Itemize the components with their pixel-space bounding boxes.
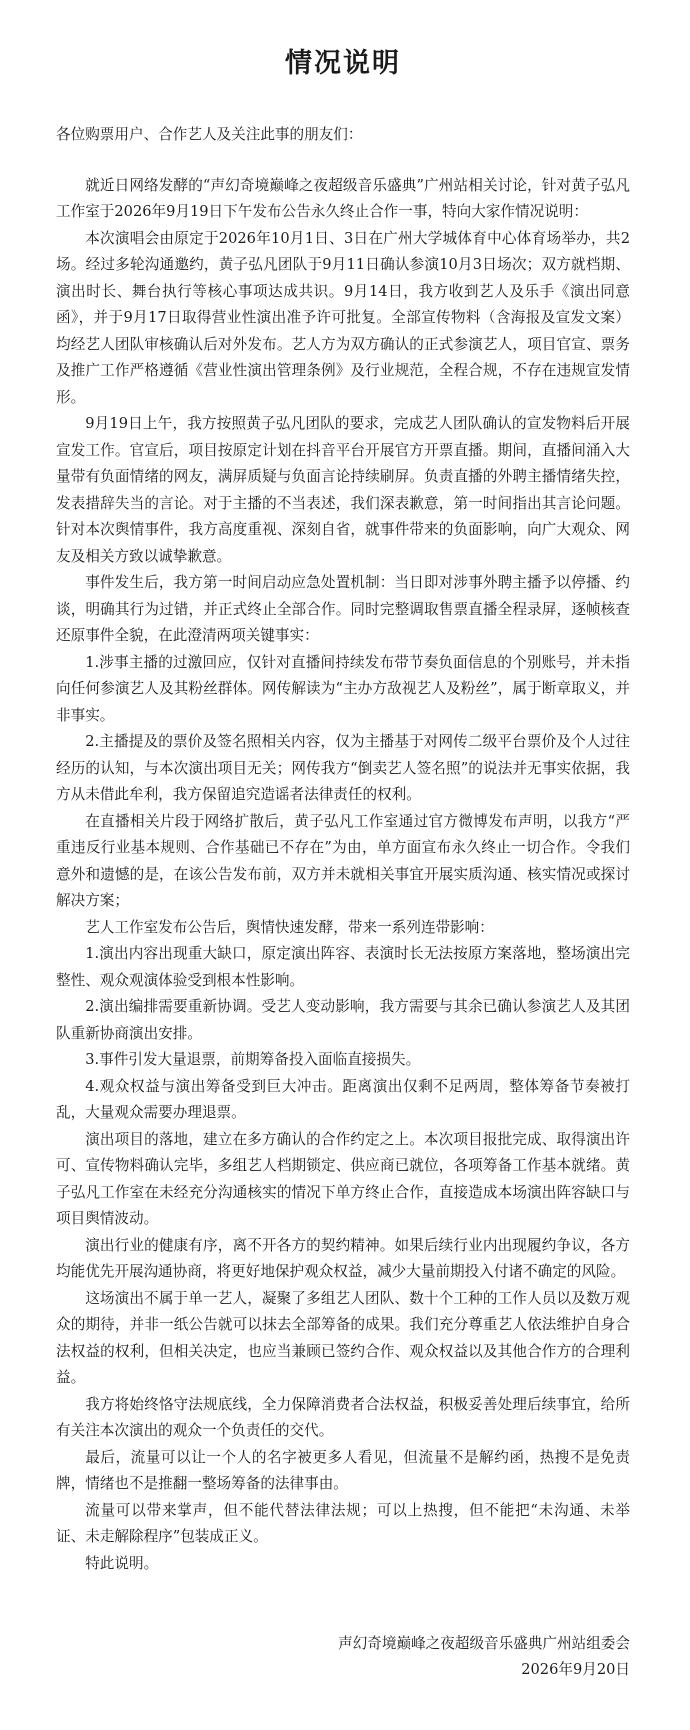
paragraph: 就近日网络发酵的“声幻奇境巅峰之夜超级音乐盛典”广州站相关讨论，针对黄子弘凡工作室于2026年9月19日下午发布公告永久终止合作一事，特向大家作情况说明： xyxy=(56,176,630,220)
paragraph: 这场演出不属于单一艺人，凝聚了多组艺人团队、数十个工种的工作人员以及数万观众的期待，并非一纸公告就可以抹去全部筹备的成果。我们充分尊重艺人依法维护自身合法权益的权利，但相关决定，也应当兼顾已签约合作、观众权益以及其他合作方的合理利益。 xyxy=(56,1289,630,1386)
paragraph: 演出项目的落地，建立在多方确认的合作约定之上。本次项目报批完成、取得演出许可、宣传物料确认完毕，多组艺人档期锁定、供应商已就位，各项筹备工作基本就绪。黄子弘凡工作室在未经充分沟通核实的情况下单方终止合作，直接造成本场演出阵容缺口与项目舆情波动。 xyxy=(56,1130,630,1227)
signature-date: 2026年9月20日 xyxy=(521,1661,630,1678)
paragraph: 4.观众权益与演出筹备受到巨大冲击。距离演出仅剩不足两周，整体筹备节奏被打乱，大量观众需要办理退票。 xyxy=(56,1077,630,1121)
paragraph: 9月19日上午，我方按照黄子弘凡团队的要求，完成艺人团队确认的宣发物料后开展宣发工作。官宣后，项目按原定计划在抖音平台开展官方开票直播。期间，直播间涌入大量带有负面情绪的网友，满屏质疑与负面言论持续刷屏。负责直播的外聘主播情绪失控，发表措辞失当的言论。对于主播的不当表述，我们深表歉意，第一时间指出其言论问题。针对本次舆情事件，我方高度重视、深刻自省，就事件带来的负面影响，向广大观众、网友及相关方致以诚挚歉意。 xyxy=(56,415,630,565)
paragraph: 艺人工作室发布公告后，舆情快速发酵，带来一系列连带影响： xyxy=(85,918,494,936)
paragraph: 2.演出编排需要重新协调。受艺人变动影响，我方需要与其余已确认参演艺人及其团队重新协商演出安排。 xyxy=(56,998,630,1042)
signature-organization: 声幻奇境巅峰之夜超级音乐盛典广州站组委会 xyxy=(338,1635,630,1652)
salutation: 各位购票用户、合作艺人及关注此事的朋友们： xyxy=(56,126,363,143)
paragraph: 特此说明。 xyxy=(85,1554,159,1572)
paragraph: 最后，流量可以让一个人的名字被更多人看见，但流量不是解约函，热搜不是免责牌，情绪也不是推翻一整场筹备的法律事由。 xyxy=(56,1448,630,1492)
paragraph: 在直播相关片段于网络扩散后，黄子弘凡工作室通过官方微博发布声明，以我方“严重违反行业基本规则、合作基础已不存在”为由，单方面宣布永久终止一切合作。令我们意外和遗憾的是，在该公告发布前，双方并未就相关事宜开展实质沟通、核实情况或探讨解决方案； xyxy=(56,812,630,909)
signature-block xyxy=(56,1631,630,1683)
paragraph: 3.事件引发大量退票，前期筹备投入面临直接损失。 xyxy=(85,1051,421,1068)
paragraph: 流量可以带来掌声，但不能代替法律法规；可以上热搜，但不能把“未沟通、未举证、未走解除程序”包装成正义。 xyxy=(56,1501,630,1545)
paragraph: 演出行业的健康有序，离不开各方的契约精神。如果后续行业内出现履约争议，各方均能优先开展沟通协商，将更好地保护观众权益，减少大量前期投入付诸不确定的风险。 xyxy=(56,1236,630,1280)
paragraph: 本次演唱会由原定于2026年10月1日、3日在广州大学城体育中心体育场举办，共2场。经过多轮沟通邀约，黄子弘凡团队于9月11日确认参演10月3日场次；双方就档期、演出时长、舞台执行等核心事项达成共识。9月14日，我方收到艺人及乐手《演出同意函》，并于9月17日取得营业性演出准予许可批复。全部宣传物料（含海报及宣发文案）均经艺人团队审核确认后对外发布。艺人方为双方确认的正式参演艺人，项目官宣、票务及推广工作严格遵循《营业性演出管理条例》及行业规范，全程合规，不存在违规宣发情形。 xyxy=(56,229,630,406)
paragraph: 1.演出内容出现重大缺口，原定演出阵容、表演时长无法按原方案落地，整场演出完整性、观众观演体验受到根本性影响。 xyxy=(56,945,630,989)
paragraph: 1.涉事主播的过激回应，仅针对直播间持续发布带节奏负面信息的个别账号，并未指向任何参演艺人及其粉丝群体。网传解读为“主办方敌视艺人及粉丝”，属于断章取义，并非事实。 xyxy=(56,653,630,724)
document-title: 情况说明 xyxy=(285,48,401,79)
paragraph: 2.主播提及的票价及签名照相关内容，仅为主播基于对网传二级平台票价及个人过往经历的认知，与本次演出项目无关；网传我方“倒卖艺人签名照”的说法并无事实依据，我方从未借此牟利，我方保留追究造谣者法律责任的权利。 xyxy=(56,733,630,803)
paragraph: 事件发生后，我方第一时间启动应急处置机制：当日即对涉事外聘主播予以停播、约谈，明确其行为过错，并正式终止全部合作。同时完整调取售票直播全程录屏，逐帧核查还原事件全貌，在此澄清两项关键事实： xyxy=(56,574,630,644)
document-body xyxy=(56,173,630,1578)
paragraph: 我方将始终恪守法规底线，全力保障消费者合法权益，积极妥善处理后续事宜，给所有关注本次演出的观众一个负责任的交代。 xyxy=(56,1395,630,1439)
